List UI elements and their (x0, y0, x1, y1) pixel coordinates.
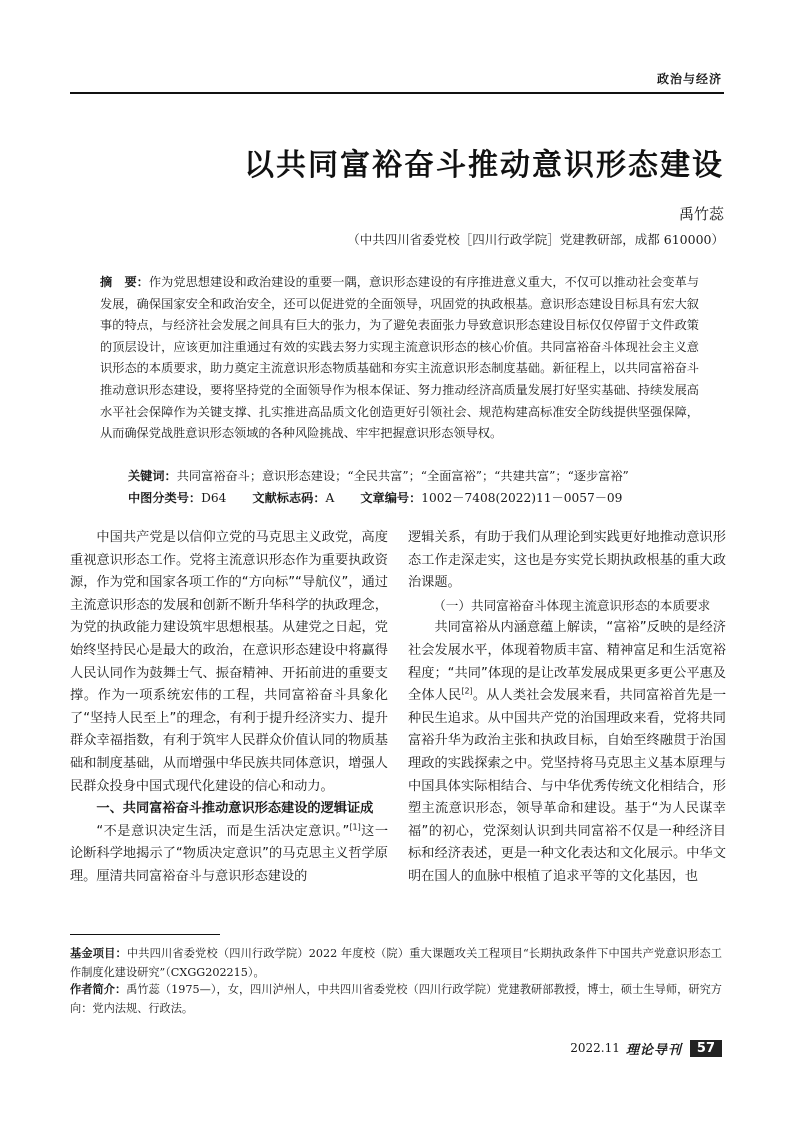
citation-ref: [1] (349, 822, 361, 832)
body-column-right (408, 527, 726, 889)
page-footer (570, 1038, 722, 1058)
author-bio-text: 禹竹蕊（1975—），女，四川泸州人，中共四川省委党校（四川行政学院）党建教研部教授，博士，硕士生导师，研究方向：党内法规、行政法。 (70, 983, 722, 1015)
section-heading: 一、共同富裕奋斗推动意识形态建设的逻辑证成 (96, 801, 374, 817)
paragraph-text: 。从人类社会发展来看，共同富裕首先是一种民生追求。从中国共产党的治国理政来看，党将共同富裕升华为政治主张和执政目标，自始至终融贯于治国理政的实践探索之中。党坚持将马克思主义基本原理与中国具体实际相结合、与中华优秀传统文化相结合，形塑主流意识形态，领导革命和建设。基于“为人民谋幸福”的初心，党深刻认识到共同富裕不仅是一种经济目标和经济表述，更是一种文化表达和文化展示。中华文明在国人的血脉中根植了追求平等的文化基因，也 (408, 688, 727, 884)
doc-code-value: A (325, 491, 335, 505)
body-paragraph (70, 821, 388, 889)
abstract (100, 272, 699, 445)
article-number-label: 文章编号： (360, 491, 422, 505)
keywords (128, 466, 699, 488)
article-title: 以共同富裕奋斗推动意识形态建设 (244, 148, 724, 183)
subsection-heading: （一）共同富裕奋斗体现主流意识形态的本质要求 (433, 597, 711, 613)
clc-label: 中图分类号： (128, 491, 202, 505)
body-paragraph: 中国共产党是以信仰立党的马克思主义政党，高度重视意识形态工作。党将主流意识形态作为重要执政资源，作为党和国家各项工作的“方向标”“导航仪”，通过主流意识形态的发展和创新不断升华科学的执政理念，为党的执政能力建设筑牢思想根基。从建党之日起，党始终坚持民心是最大的政治，在意识形态建设中将赢得人民认同作为鼓舞士气、振奋精神、开拓前进的重要支撑。作为一项系统宏伟的工程，共同富裕奋斗具象化了“坚持人民至上”的理念，有利于提升经济实力、提升群众幸福指数，有利于筑牢人民群众价值认同的物质基础和制度基础，从而增强中华民族共同体意识，增强人民群众投身中国式现代化建设的信心和动力。 (70, 530, 388, 794)
footnote-author (70, 980, 722, 1018)
doc-code-label: 文献标志码： (252, 491, 326, 505)
footnote-fund (70, 944, 722, 982)
citation-ref: [2] (461, 686, 473, 696)
author-bio-label: 作者简介： (70, 983, 127, 996)
keywords-label: 关键词： (128, 469, 177, 483)
classification-line (128, 488, 699, 510)
body-paragraph-continued: 逻辑关系，有助于我们从理论到实践更好地推动意识形态工作走深走实，这也是夯实党长期执政根基的重大政治课题。 (408, 530, 726, 591)
journal-name: 理论导刊 (625, 1042, 682, 1058)
paragraph-text: 共同富裕从内涵意蕴上解读，“富裕”反映的是经济社会发展水平，体现着物质丰富、精神富足和生活宽裕程度；“共同”体现的是让改革发展成果更多更公平惠及全体人民 (408, 620, 726, 704)
body-paragraph (408, 617, 726, 888)
fund-text: 中共四川省委党校（四川行政学院）2022 年度校（院）重大课题攻关工程项目“长期执政条件下中国共产党意识形态工作制度化建设研究”（CXGG202215）。 (70, 947, 722, 979)
footnote-rule (70, 934, 220, 935)
author-affiliation: （中共四川省委党校［四川行政学院］党建教研部，成都 610000） (347, 232, 724, 247)
paragraph-text: 这一论断科学地揭示了“物质决定意识”的马克思主义哲学原理。厘清共同富裕奋斗与意识形态建设的 (70, 823, 389, 884)
header-rule (70, 92, 724, 94)
abstract-text: 作为党思想建设和政治建设的重要一隅，意识形态建设的有序推进意义重大，不仅可以推动社会变革与发展，确保国家安全和政治安全，还可以促进党的全面领导，巩固党的执政根基。意识形态建设目标具有宏大叙事的特点，与经济社会发展之间具有巨大的张力，为了避免表面张力导致意识形态建设目标仅仅停留于文件政策的顶层设计，应该更加注重通过有效的实践去努力实现主流意识形态的核心价值。共同富裕奋斗体现社会主义意识形态的本质要求，助力奠定主流意识形态物质基础和夯实主流意识形态制度基础。新征程上，以共同富裕奋斗推动意识形态建设，要将坚持党的全面领导作为根本保证、努力推动经济高质量发展打好坚实基础、持续发展高水平社会保障作为关键支撑、扎实推进高品质文化创造更好引领社会、规范构建高标准安全防线提供坚强保障，从而确保党战胜意识形态领域的各种风险挑战、牢牢把握意识形态领导权。 (100, 275, 700, 441)
author-name: 禹竹蕊 (678, 205, 724, 223)
clc-value: D64 (201, 491, 227, 505)
paragraph-text: “不是意识决定生活，而是生活决定意识。” (96, 823, 350, 839)
fund-label: 基金项目： (70, 947, 127, 960)
article-number-value: 1002－7408(2022)11－0057－09 (421, 491, 623, 505)
issue-date: 2022.11 (570, 1041, 620, 1055)
section-label: 政治与经济 (656, 72, 722, 86)
abstract-label: 摘 要： (100, 275, 149, 289)
page-number: 57 (690, 1040, 722, 1057)
keywords-text: 共同富裕奋斗；意识形态建设；“全民共富”；“全面富裕”；“共建共富”；“逐步富裕” (176, 469, 629, 483)
body-column-left (70, 527, 388, 889)
